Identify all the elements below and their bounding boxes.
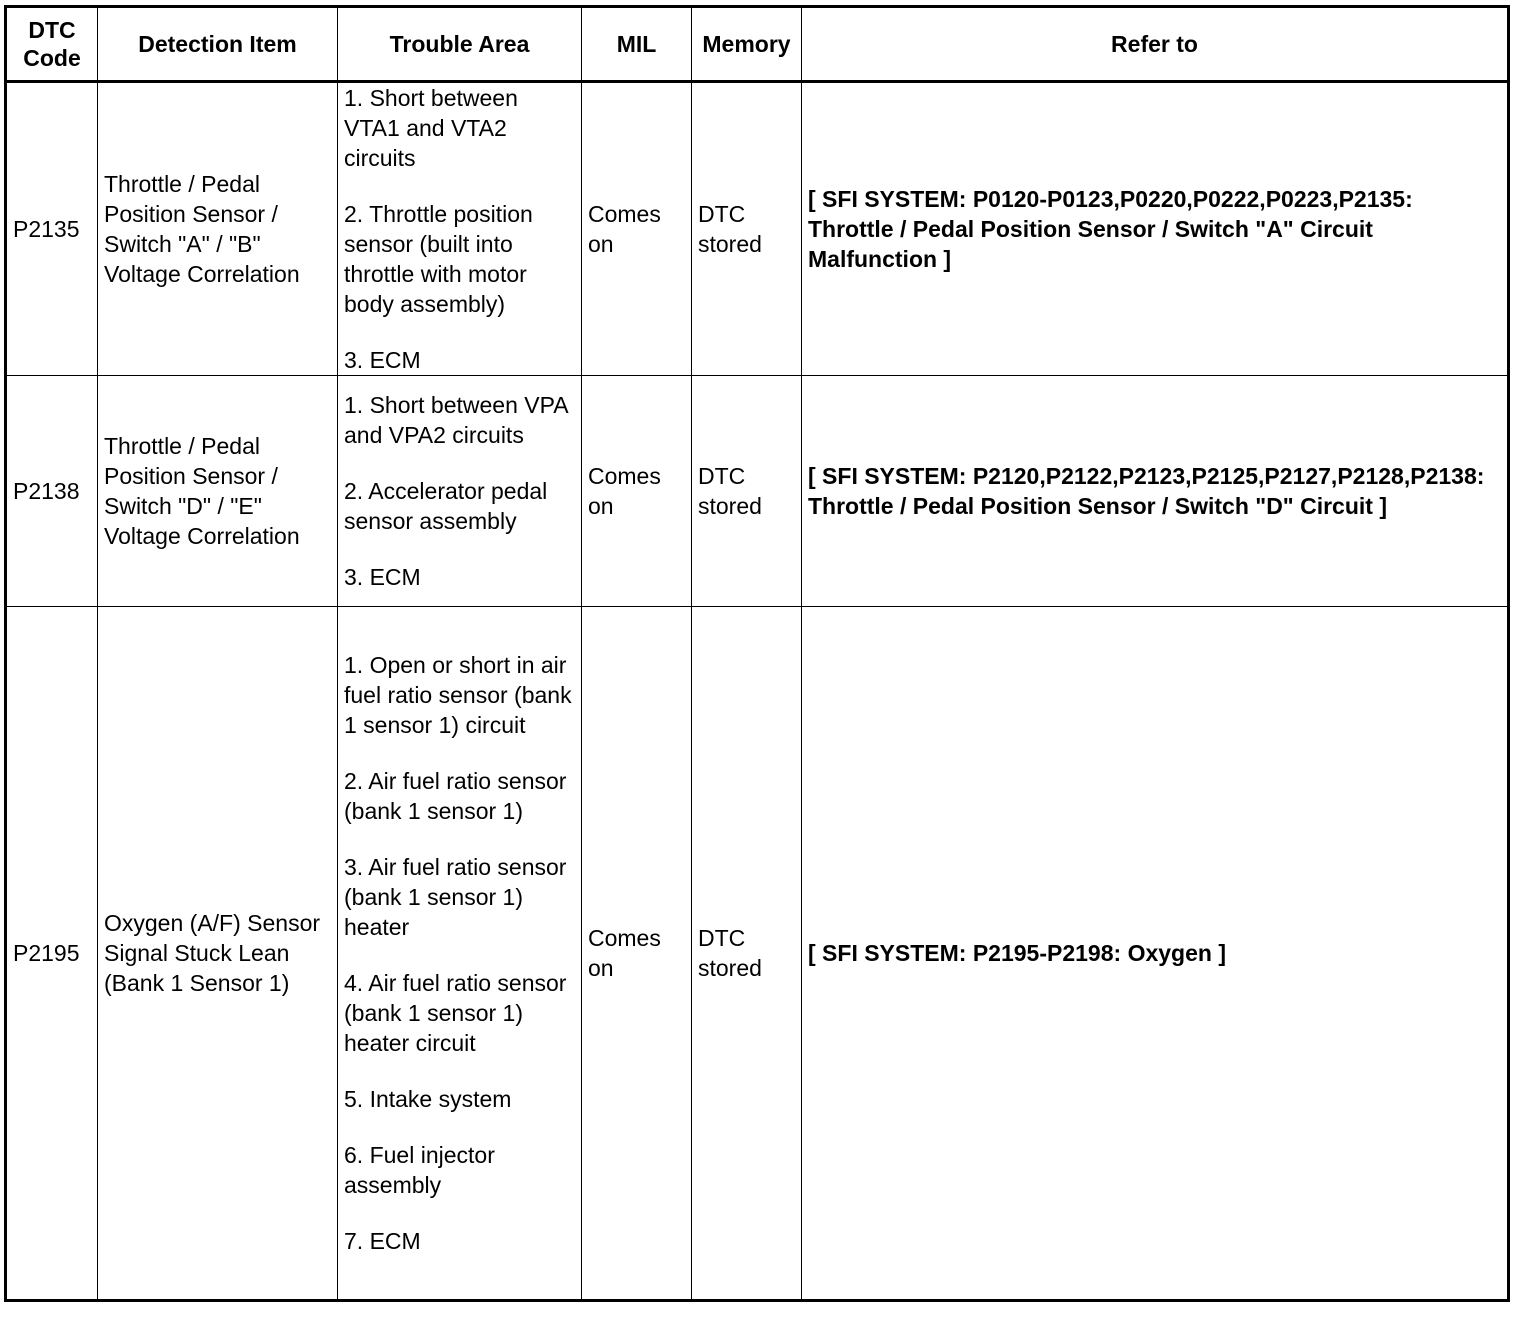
trouble-area-item: 3. ECM <box>344 564 421 590</box>
dtc-table <box>4 5 1510 1302</box>
trouble-area-item: 4. Air fuel ratio sensor (bank 1 sensor 1) heater circuit <box>344 970 567 1056</box>
table-row <box>6 376 1509 607</box>
trouble-area-item: 2. Accelerator pedal sensor assembly <box>344 478 548 534</box>
memory-cell: DTC stored <box>692 607 802 1301</box>
trouble-area-item: 1. Short between VPA and VPA2 circuits <box>344 392 568 448</box>
detection-item-cell: Throttle / Pedal Position Sensor / Switch "A" / "B" Voltage Correlation <box>98 82 338 376</box>
trouble-area-cell <box>338 376 582 607</box>
header-dtc-code: DTC Code <box>6 7 98 82</box>
trouble-area-item: 3. ECM <box>344 347 421 373</box>
trouble-area-item: 6. Fuel injector assembly <box>344 1142 495 1198</box>
trouble-area-item: 7. ECM <box>344 1228 421 1254</box>
mil-cell: Comes on <box>582 607 692 1301</box>
refer-to-cell: [ SFI SYSTEM: P2120,P2122,P2123,P2125,P2127,P2128,P2138: Throttle / Pedal Position Sensor / Switch "D" Circuit ] <box>802 376 1509 607</box>
mil-cell: Comes on <box>582 82 692 376</box>
trouble-area-item: 1. Open or short in air fuel ratio sensor (bank 1 sensor 1) circuit <box>344 652 572 738</box>
trouble-area-item: 3. Air fuel ratio sensor (bank 1 sensor 1) heater <box>344 854 567 940</box>
memory-cell: DTC stored <box>692 376 802 607</box>
header-row <box>6 7 1509 82</box>
memory-cell: DTC stored <box>692 82 802 376</box>
table-row <box>6 607 1509 1301</box>
header-memory: Memory <box>692 7 802 82</box>
trouble-area-item: 5. Intake system <box>344 1086 512 1112</box>
trouble-area-item: 1. Short between VTA1 and VTA2 circuits <box>344 85 518 171</box>
refer-to-cell: [ SFI SYSTEM: P0120-P0123,P0220,P0222,P0223,P2135: Throttle / Pedal Position Sensor / Switch "A" Circuit Malfunction ] <box>802 82 1509 376</box>
header-refer-to: Refer to <box>802 7 1509 82</box>
dtc-code-cell: P2138 <box>6 376 98 607</box>
trouble-area-item: 2. Throttle position sensor (built into throttle with motor body assembly) <box>344 201 533 317</box>
mil-cell: Comes on <box>582 376 692 607</box>
trouble-area-item: 2. Air fuel ratio sensor (bank 1 sensor 1) <box>344 768 567 824</box>
header-detection-item: Detection Item <box>98 7 338 82</box>
trouble-area-cell <box>338 607 582 1301</box>
dtc-code-cell: P2135 <box>6 82 98 376</box>
detection-item-cell: Oxygen (A/F) Sensor Signal Stuck Lean (Bank 1 Sensor 1) <box>98 607 338 1301</box>
header-trouble-area: Trouble Area <box>338 7 582 82</box>
header-mil: MIL <box>582 7 692 82</box>
refer-to-cell: [ SFI SYSTEM: P2195-P2198: Oxygen ] <box>802 607 1509 1301</box>
trouble-area-cell <box>338 82 582 376</box>
dtc-code-cell: P2195 <box>6 607 98 1301</box>
detection-item-cell: Throttle / Pedal Position Sensor / Switch "D" / "E" Voltage Correlation <box>98 376 338 607</box>
table-row <box>6 82 1509 376</box>
